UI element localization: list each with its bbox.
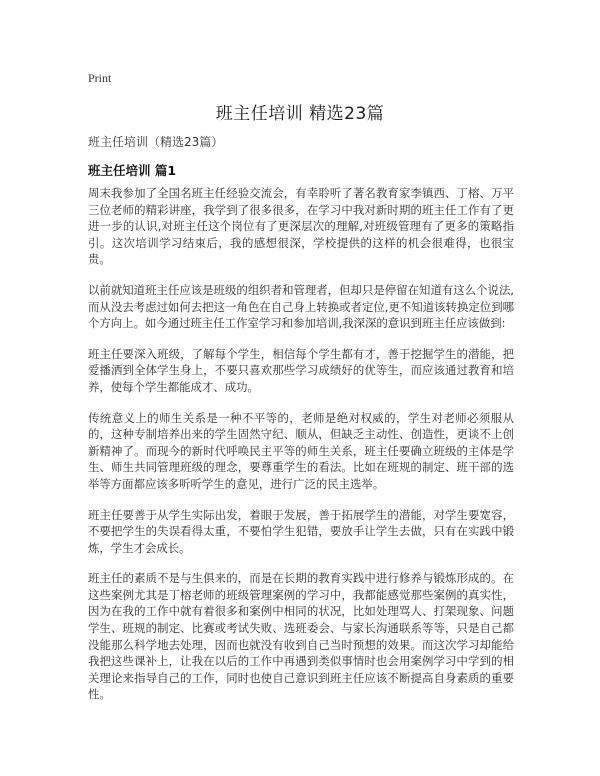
- document-subtitle: 班主任培训（精选23篇）: [88, 135, 224, 149]
- paragraph: 传统意义上的师生关系是一种不平等的，老师是绝对权威的，学生对老师必须服从的，这种专制培养出来的学生固然守纪、顺从，但缺乏主动性、创造性，更谈不上创新精神了。而现今的新时代呼唤民主平等的师生关系，班主任要确立班级的主体是学生、师生共同管理班级的理念，要尊重学生的看法。比如在班规的制定、班干部的选举等方面都应该多听听学生的意见，进行广泛的民主选举。: [88, 410, 514, 491]
- article-body: [88, 185, 514, 717]
- page-title: 班主任培训 精选23篇: [215, 104, 385, 124]
- paragraph: 周末我参加了全国名班主任经验交流会，有幸聆听了著名教育家李镇西、丁榕、万平三位老师的精彩讲座，我学到了很多很多，在学习中我对新时期的班主任工作有了更进一步的认识,对班主任这个岗位有了更深层次的理解,对班级管理有了更多的策略指引。这次培训学习结束后，我的感想很深，学校提供的这样的机会很难得，也很宝贵。: [88, 186, 514, 267]
- section-heading: 班主任培训 篇1: [88, 163, 177, 178]
- paragraph: 班主任要深入班级，了解每个学生，相信每个学生都有才，善于挖掘学生的潜能，把爱播洒到全体学生身上，不要只喜欢那些学习成绩好的优等生，而应该通过教育和培养，使每个学生都能成才、成功。: [88, 346, 514, 394]
- paragraph: 班主任要善于从学生实际出发，着眼于发展，善于拓展学生的潜能，对学生要宽容，不要把学生的失误看得太重，不要怕学生犯错，要放手让学生去做，只有在实践中锻炼，学生才会成长。: [88, 507, 514, 555]
- paragraph: 班主任的素质不是与生俱来的，而是在长期的教育实践中进行修养与锻炼形成的。在这些案例尤其是丁榕老师的班级管理案例的学习中，我都能感觉那些案例的真实性，因为在我的工作中就有着很多和案例中相同的状况，比如处理骂人、打架现象、问题学生、班规的制定、比赛或考试失败、选班委会、与家长沟通联系等等，只是自己都没能那么科学地去处理，因而也就没有收到自己当时预想的效果。而这次学习却能给我把这些课补上，让我在以后的工作中再遇到类似事情时也会用案例学习中学到的相关理论来指导自己的工作，同时也使自己意识到班主任应该不断提高自身素质的重要性。: [88, 571, 514, 702]
- paragraph: 以前就知道班主任应该是班级的组织者和管理者，但却只是停留在知道有这么个说法,而从没去考虑过如何去把这一角色在自己身上转换或者定位,更不知道该转换定位到哪个方向上。如今通过班主任工作室学习和参加培训,我深深的意识到班主任应该做到:: [88, 282, 514, 331]
- print-label: Print: [88, 71, 112, 85]
